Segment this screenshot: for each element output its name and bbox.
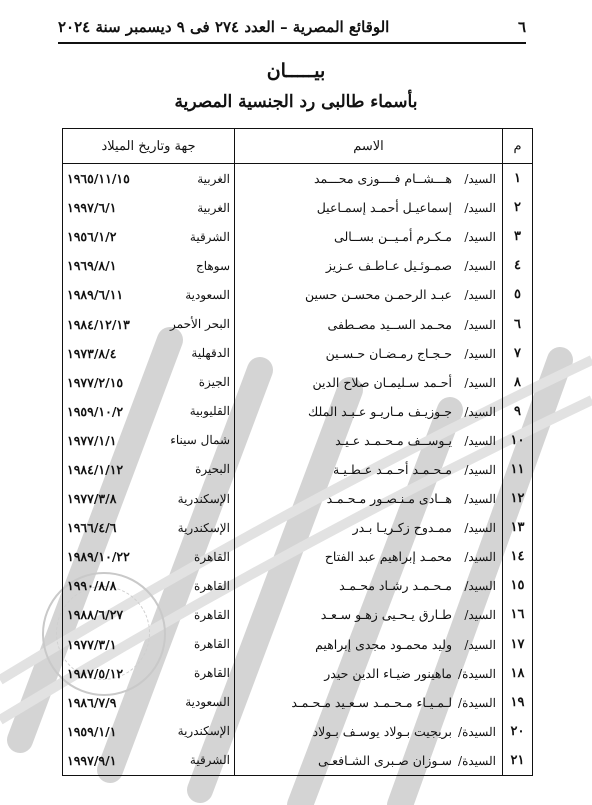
birth-info — [67, 433, 230, 448]
honorific: السيد/ — [464, 404, 496, 419]
row-number: ١٩ — [503, 688, 533, 717]
birth-place: الإسكندرية — [177, 724, 230, 739]
row-number: ٥ — [503, 280, 533, 309]
name-cell — [235, 426, 503, 455]
birth-place: القاهرة — [194, 637, 230, 652]
names-table — [62, 128, 533, 776]
birth-date: ١٩٧٣/٨/٤ — [67, 345, 117, 361]
birth-cell — [63, 484, 235, 513]
name-cell — [235, 513, 503, 542]
row-number: ٢١ — [503, 746, 533, 776]
birth-date: ١٩٩٧/٩/١ — [67, 752, 117, 768]
birth-cell — [63, 426, 235, 455]
row-number: ٣ — [503, 222, 533, 251]
birth-info — [67, 491, 230, 506]
name-cell — [235, 251, 503, 280]
birth-place: البحر الأحمر — [170, 317, 230, 332]
honorific: السيدة/ — [458, 695, 496, 710]
birth-place: الغربية — [197, 200, 230, 215]
birth-date: ١٩٨٧/٥/١٢ — [67, 665, 124, 681]
table-body — [63, 164, 533, 776]
honorific: السيد/ — [464, 201, 496, 216]
table-row — [63, 339, 533, 368]
honorific: السيد/ — [464, 172, 496, 187]
birth-date: ١٩٨٦/٧/٩ — [67, 694, 117, 710]
birth-date: ١٩٦٥/١١/١٥ — [67, 171, 130, 187]
birth-info — [67, 753, 230, 768]
birth-place: السعودية — [185, 695, 230, 710]
birth-cell — [63, 717, 235, 746]
row-number: ١٨ — [503, 659, 533, 688]
page-number: ٦ — [517, 18, 526, 36]
row-number: ١٧ — [503, 630, 533, 659]
honorific: السيد/ — [464, 433, 496, 448]
birth-info — [67, 171, 230, 186]
birth-place: الإسكندرية — [177, 520, 230, 535]
row-number: ٤ — [503, 251, 533, 280]
row-number: ٩ — [503, 397, 533, 426]
name-cell — [235, 368, 503, 397]
birth-date: ١٩٥٩/١٠/٢ — [67, 403, 124, 419]
birth-date: ١٩٧٧/٣/١ — [67, 636, 117, 652]
honorific: السيد/ — [464, 462, 496, 477]
table-row — [63, 397, 533, 426]
birth-cell — [63, 688, 235, 717]
birth-place: القليوبية — [189, 404, 230, 419]
birth-place: القاهرة — [194, 666, 230, 681]
person-name: إسماعيـل أحمـد إسمـاعيل — [316, 200, 452, 216]
birth-cell — [63, 193, 235, 222]
birth-cell — [63, 309, 235, 338]
birth-date: ١٩٧٧/١/١ — [67, 432, 117, 448]
table-row — [63, 659, 533, 688]
honorific: السيد/ — [464, 637, 496, 652]
table-row — [63, 309, 533, 338]
person-name: محمـد إبراهيم عبد الفتاح — [324, 549, 452, 565]
birth-cell — [63, 746, 235, 776]
name-cell — [235, 164, 503, 194]
honorific: السيد/ — [464, 521, 496, 536]
birth-cell — [63, 280, 235, 309]
birth-cell — [63, 251, 235, 280]
row-number: ١٠ — [503, 426, 533, 455]
birth-place: شمال سيناء — [170, 433, 230, 448]
table-row — [63, 484, 533, 513]
person-name: صمـوئـيل عـاطـف عـزيز — [325, 258, 452, 274]
birth-date: ١٩٥٦/١/٢ — [67, 229, 117, 245]
table-row — [63, 426, 533, 455]
birth-place: سوهاج — [196, 258, 230, 273]
birth-info — [67, 404, 230, 419]
birth-date: ١٩٩٧/٦/١ — [67, 200, 117, 216]
name-cell — [235, 484, 503, 513]
birth-place: القاهرة — [194, 607, 230, 622]
table-row — [63, 193, 533, 222]
birth-place: الغربية — [197, 171, 230, 186]
person-name: ماهينور ضيـاء الدين حيدر — [324, 665, 452, 681]
person-name: هـــشــام فــــوزى محـــمد — [314, 171, 452, 187]
birth-cell — [63, 542, 235, 571]
birth-cell — [63, 368, 235, 397]
page-title: بيـــــان — [266, 60, 326, 82]
name-cell — [235, 397, 503, 426]
birth-info — [67, 258, 230, 273]
row-number: ٢٠ — [503, 717, 533, 746]
birth-info — [67, 666, 230, 681]
birth-cell — [63, 339, 235, 368]
birth-cell — [63, 222, 235, 251]
table-row — [63, 513, 533, 542]
name-cell — [235, 659, 503, 688]
birth-cell — [63, 164, 235, 194]
header-rule — [58, 42, 526, 44]
row-number: ٢ — [503, 193, 533, 222]
row-number: ١٦ — [503, 600, 533, 629]
person-name: هــادى مـنـصـور مـحـمـد — [326, 491, 452, 507]
birth-cell — [63, 455, 235, 484]
birth-cell — [63, 513, 235, 542]
names-table-wrapper — [62, 128, 532, 776]
birth-info — [67, 578, 230, 593]
birth-place: الشرقية — [189, 753, 230, 768]
person-name: عبـد الرحمـن محسـن حسين — [305, 287, 452, 303]
table-row — [63, 600, 533, 629]
row-number: ١ — [503, 164, 533, 194]
honorific: السيدة/ — [458, 724, 496, 739]
person-name: جـوزيـف مـاريـو عـبـد الملك — [308, 403, 452, 419]
birth-place: الدقهلية — [191, 346, 230, 361]
birth-date: ١٩٦٦/٤/٦ — [67, 520, 117, 536]
name-cell — [235, 571, 503, 600]
name-cell — [235, 339, 503, 368]
birth-info — [67, 520, 230, 535]
table-row — [63, 455, 533, 484]
row-number: ١٥ — [503, 571, 533, 600]
name-cell — [235, 222, 503, 251]
birth-date: ١٩٩٠/٨/٨ — [67, 578, 117, 594]
table-row — [63, 571, 533, 600]
honorific: السيد/ — [464, 579, 496, 594]
birth-info — [67, 462, 230, 477]
birth-date: ١٩٨٤/١٢/١٣ — [67, 316, 130, 332]
row-number: ٦ — [503, 309, 533, 338]
honorific: السيد/ — [464, 317, 496, 332]
honorific: السيد/ — [464, 230, 496, 245]
birth-place: الإسكندرية — [177, 491, 230, 506]
table-header-row — [63, 129, 533, 164]
row-number: ١٤ — [503, 542, 533, 571]
table-row — [63, 368, 533, 397]
header-num: م — [503, 129, 533, 164]
birth-place: القاهرة — [194, 549, 230, 564]
name-cell — [235, 309, 503, 338]
person-name: سـوزان صـبرى الشـافعـى — [318, 752, 452, 768]
birth-cell — [63, 600, 235, 629]
running-title: الوقائع المصرية – العدد ٢٧٤ فى ٩ ديسمبر سنة ٢٠٢٤ — [58, 18, 390, 36]
honorific: السيد/ — [464, 259, 496, 274]
birth-info — [67, 346, 230, 361]
row-number: ١٢ — [503, 484, 533, 513]
person-name: حـجـاج رمـضـان حـسـين — [325, 345, 452, 361]
birth-info — [67, 287, 230, 302]
birth-info — [67, 607, 230, 622]
honorific: السيدة/ — [458, 753, 496, 768]
birth-info — [67, 637, 230, 652]
birth-date: ١٩٨٩/١٠/٢٢ — [67, 549, 130, 565]
birth-place: الشرقية — [189, 229, 230, 244]
birth-cell — [63, 571, 235, 600]
table-row — [63, 630, 533, 659]
birth-date: ١٩٨٩/٦/١١ — [67, 287, 124, 303]
table-row — [63, 717, 533, 746]
honorific: السيد/ — [464, 550, 496, 565]
row-number: ١٣ — [503, 513, 533, 542]
birth-info — [67, 375, 230, 390]
table-row — [63, 280, 533, 309]
name-cell — [235, 542, 503, 571]
table-row — [63, 542, 533, 571]
birth-cell — [63, 659, 235, 688]
name-cell — [235, 193, 503, 222]
birth-info — [67, 549, 230, 564]
birth-place: الجيزة — [198, 375, 230, 390]
person-name: أحـمد سـليمـان صلاح الدين — [312, 374, 452, 390]
honorific: السيدة/ — [458, 666, 496, 681]
birth-info — [67, 724, 230, 739]
honorific: السيد/ — [464, 375, 496, 390]
running-header — [58, 14, 526, 40]
birth-place: السعودية — [185, 287, 230, 302]
person-name: محـمد الســيد مصـطفى — [327, 316, 452, 332]
row-number: ٧ — [503, 339, 533, 368]
name-cell — [235, 455, 503, 484]
honorific: السيد/ — [464, 608, 496, 623]
person-name: مـحـمـد أحـمـد عـطـيـة — [333, 461, 452, 477]
birth-date: ١٩٧٧/٣/٨ — [67, 491, 117, 507]
birth-place: القاهرة — [194, 578, 230, 593]
table-row — [63, 688, 533, 717]
birth-info — [67, 200, 230, 215]
birth-date: ١٩٨٤/١/١٢ — [67, 461, 124, 477]
honorific: السيد/ — [464, 288, 496, 303]
birth-date: ١٩٥٩/١/١ — [67, 723, 117, 739]
table-row — [63, 222, 533, 251]
person-name: يـوســف مـحـمـد عـيـد — [335, 432, 452, 448]
name-cell — [235, 280, 503, 309]
birth-cell — [63, 630, 235, 659]
honorific: السيد/ — [464, 492, 496, 507]
header-birth: جهة وتاريخ الميلاد — [63, 129, 235, 164]
page-subtitle: بأسماء طالبى رد الجنسية المصرية — [174, 92, 418, 112]
birth-info — [67, 317, 230, 332]
name-cell — [235, 600, 503, 629]
row-number: ٨ — [503, 368, 533, 397]
birth-place: البحيرة — [195, 462, 230, 477]
person-name: مـكـرم أمـيــن بســالى — [334, 229, 452, 245]
person-name: بريجيت بـولاد يوسـف بـولاد — [312, 723, 452, 739]
birth-cell — [63, 397, 235, 426]
person-name: مـحـمـد رشـاد محـمـد — [339, 578, 452, 594]
person-name: طـارق يـحـيى زهـو سـعـد — [320, 607, 452, 623]
name-cell — [235, 630, 503, 659]
person-name: ممـدوح زكـريـا بـدر — [352, 520, 452, 536]
person-name: وليد محمـود مجدى إبراهيم — [315, 636, 452, 652]
birth-date: ١٩٦٩/٨/١ — [67, 258, 117, 274]
table-row — [63, 164, 533, 194]
honorific: السيد/ — [464, 346, 496, 361]
birth-date: ١٩٧٧/٢/١٥ — [67, 374, 124, 390]
birth-info — [67, 229, 230, 244]
table-row — [63, 251, 533, 280]
person-name: لـمـيـاء مـحـمـد سـعـيد مـحـمـد — [291, 694, 452, 710]
row-number: ١١ — [503, 455, 533, 484]
table-row — [63, 746, 533, 776]
name-cell — [235, 688, 503, 717]
name-cell — [235, 717, 503, 746]
name-cell — [235, 746, 503, 776]
birth-date: ١٩٨٨/٦/٢٧ — [67, 607, 124, 623]
birth-info — [67, 695, 230, 710]
header-name: الاسم — [235, 129, 503, 164]
